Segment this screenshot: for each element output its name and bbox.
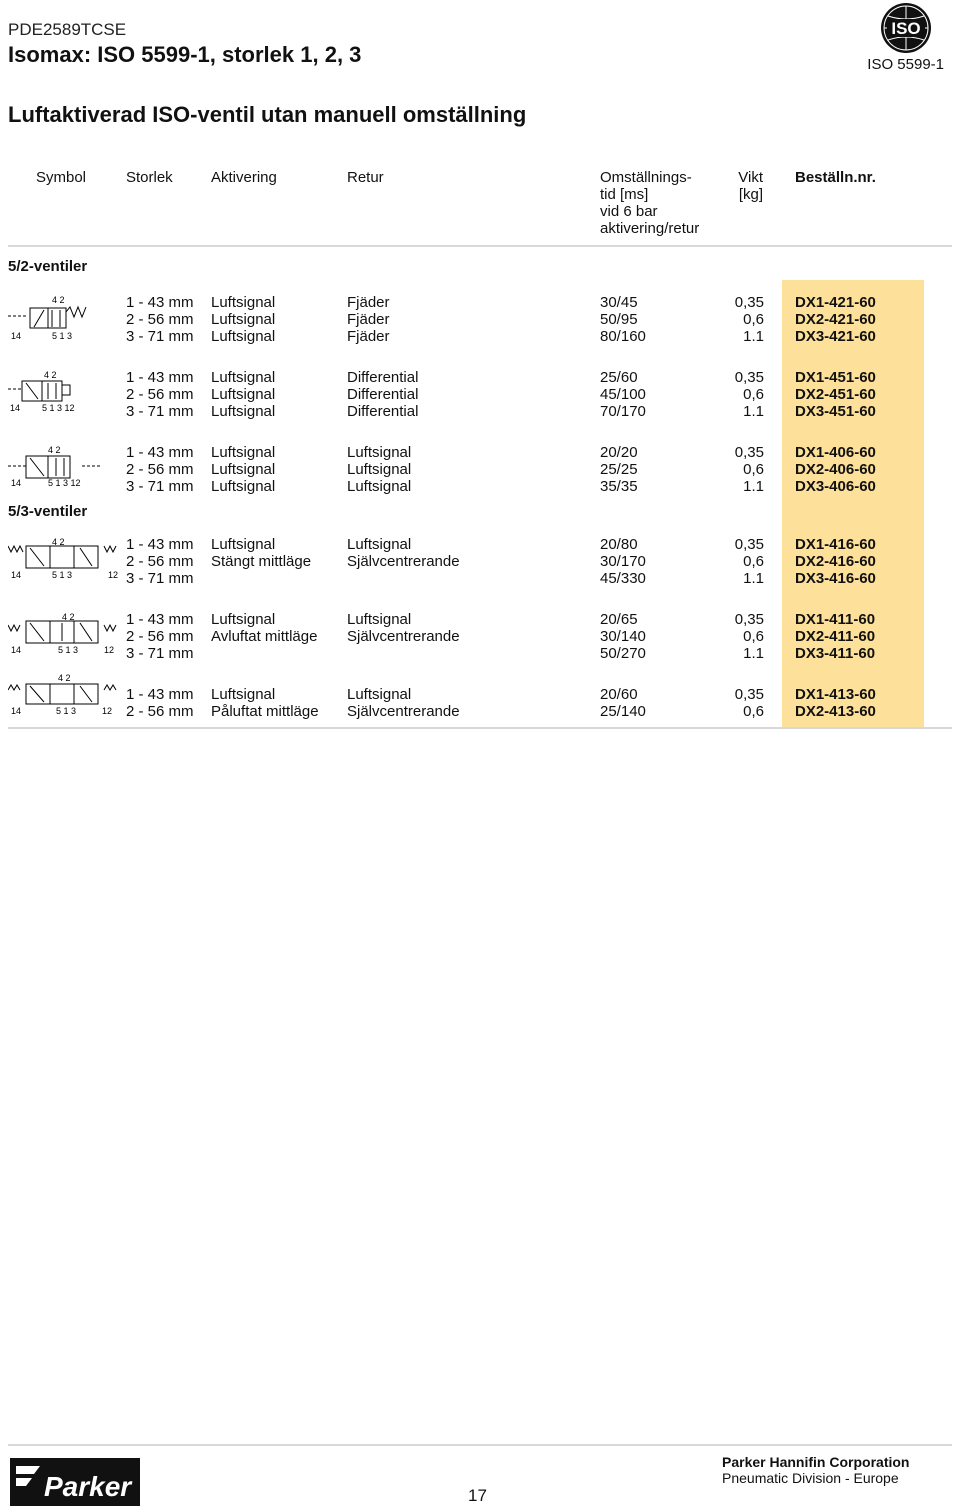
switch-time-cell: 25/25 xyxy=(600,461,638,478)
footer-divider xyxy=(8,1444,952,1446)
table-row xyxy=(0,328,960,345)
return-cell: Självcentrerande xyxy=(347,628,460,645)
group-label-5-2: 5/2-ventiler xyxy=(8,258,88,275)
activation-cell: Luftsignal xyxy=(211,611,276,628)
switch-time-cell: 45/330 xyxy=(600,570,646,587)
svg-text:5 1 3 12: 5 1 3 12 xyxy=(42,403,75,413)
table-row xyxy=(0,686,960,703)
svg-text:4 2: 4 2 xyxy=(48,445,61,455)
page-number: 17 xyxy=(468,1486,487,1505)
group-label-5-3: 5/3-ventiler xyxy=(8,503,88,520)
document-title: Isomax: ISO 5599-1, storlek 1, 2, 3 xyxy=(8,42,362,67)
svg-text:5 1 3: 5 1 3 xyxy=(52,570,73,580)
table-row xyxy=(0,369,960,386)
return-cell: Fjäder xyxy=(347,328,390,345)
table-row xyxy=(0,553,960,570)
svg-text:5 1 3: 5 1 3 xyxy=(52,331,73,341)
return-cell: Luftsignal xyxy=(347,444,412,461)
weight-cell: 0,6 xyxy=(743,311,764,328)
table-row xyxy=(0,645,960,662)
weight-cell: 0,35 xyxy=(734,686,764,703)
size-cell: 2 - 56 mm xyxy=(126,703,194,720)
table-row xyxy=(0,611,960,628)
table-row xyxy=(0,628,960,645)
return-cell: Luftsignal xyxy=(347,611,412,628)
activation-cell: Stängt mittläge xyxy=(211,553,312,570)
switch-time-cell: 50/95 xyxy=(600,311,638,328)
activation-cell: Avluftat mittläge xyxy=(211,628,318,645)
col-header-order-no: Beställn.nr. xyxy=(795,169,876,186)
switch-time-cell: 50/270 xyxy=(600,645,646,662)
col-header-symbol: Symbol xyxy=(36,169,87,186)
return-cell: Differential xyxy=(347,369,419,386)
activation-cell: Luftsignal xyxy=(211,444,276,461)
return-cell: Luftsignal xyxy=(347,686,412,703)
size-cell: 1 - 43 mm xyxy=(126,294,194,311)
switch-time-cell: 25/140 xyxy=(600,703,646,720)
svg-text:14: 14 xyxy=(10,403,21,413)
svg-text:5 1 3: 5 1 3 xyxy=(58,645,79,655)
order-number-cell: DX1-411-60 xyxy=(795,611,876,628)
table-row xyxy=(0,570,960,587)
return-cell: Självcentrerande xyxy=(347,703,460,720)
switch-time-cell: 45/100 xyxy=(600,386,646,403)
activation-cell: Luftsignal xyxy=(211,461,276,478)
return-cell: Luftsignal xyxy=(347,536,412,553)
svg-text:4 2: 4 2 xyxy=(62,612,75,622)
order-number-cell: DX3-421-60 xyxy=(795,328,876,345)
activation-cell: Luftsignal xyxy=(211,536,276,553)
switch-time-cell: 30/140 xyxy=(600,628,646,645)
standard-label: ISO 5599-1 xyxy=(867,56,944,73)
svg-text:12: 12 xyxy=(102,706,113,716)
return-cell: Luftsignal xyxy=(347,478,412,495)
svg-text:4 2: 4 2 xyxy=(58,673,71,683)
table-row xyxy=(0,444,960,461)
activation-cell: Luftsignal xyxy=(211,478,276,495)
table-row xyxy=(0,386,960,403)
activation-cell: Luftsignal xyxy=(211,403,276,420)
size-cell: 1 - 43 mm xyxy=(126,536,194,553)
table-row xyxy=(0,294,960,311)
activation-cell: Luftsignal xyxy=(211,328,276,345)
order-number-cell: DX1-406-60 xyxy=(795,444,876,461)
order-number-cell: DX3-406-60 xyxy=(795,478,876,495)
activation-cell: Luftsignal xyxy=(211,386,276,403)
weight-cell: 0,35 xyxy=(734,536,764,553)
size-cell: 1 - 43 mm xyxy=(126,369,194,386)
order-number-cell: DX3-411-60 xyxy=(795,645,876,662)
document-code: PDE2589TCSE xyxy=(8,20,127,39)
activation-cell: Luftsignal xyxy=(211,686,276,703)
weight-cell: 0,35 xyxy=(734,444,764,461)
return-cell: Differential xyxy=(347,403,419,420)
order-number-cell: DX3-451-60 xyxy=(795,403,876,420)
size-cell: 3 - 71 mm xyxy=(126,328,194,345)
order-number-cell: DX2-406-60 xyxy=(795,461,876,478)
order-number-cell: DX1-451-60 xyxy=(795,369,876,386)
company-name: Parker Hannifin Corporation xyxy=(722,1454,910,1470)
switch-time-cell: 20/80 xyxy=(600,536,638,553)
return-cell: Fjäder xyxy=(347,294,390,311)
table-row xyxy=(0,703,960,720)
order-number-cell: DX2-416-60 xyxy=(795,553,876,570)
table-row xyxy=(0,403,960,420)
weight-cell: 0,6 xyxy=(743,553,764,570)
svg-text:12: 12 xyxy=(104,645,115,655)
order-number-cell: DX2-411-60 xyxy=(795,628,876,645)
col-header-return: Retur xyxy=(347,169,384,186)
weight-cell: 0,35 xyxy=(734,294,764,311)
order-number-cell: DX1-421-60 xyxy=(795,294,876,311)
svg-text:5 1 3 12: 5 1 3 12 xyxy=(48,478,81,488)
activation-cell: Luftsignal xyxy=(211,294,276,311)
table-row xyxy=(0,536,960,553)
parker-logo-icon xyxy=(10,1458,140,1506)
order-number-cell: DX2-451-60 xyxy=(795,386,876,403)
order-number-cell: DX2-421-60 xyxy=(795,311,876,328)
return-cell: Fjäder xyxy=(347,311,390,328)
division-name: Pneumatic Division - Europe xyxy=(722,1470,899,1486)
col-header-activation: Aktivering xyxy=(211,169,277,186)
size-cell: 1 - 43 mm xyxy=(126,686,194,703)
order-number-cell: DX3-416-60 xyxy=(795,570,876,587)
weight-cell: 1.1 xyxy=(743,570,764,587)
order-number-cell: DX2-413-60 xyxy=(795,703,876,720)
size-cell: 2 - 56 mm xyxy=(126,311,194,328)
weight-cell: 0,6 xyxy=(743,461,764,478)
svg-text:ISO: ISO xyxy=(891,19,921,38)
weight-cell: 0,35 xyxy=(734,369,764,386)
switch-time-cell: 35/35 xyxy=(600,478,638,495)
weight-cell: 0,35 xyxy=(734,611,764,628)
table-row xyxy=(0,311,960,328)
svg-text:12: 12 xyxy=(108,570,119,580)
switch-time-cell: 70/170 xyxy=(600,403,646,420)
size-cell: 2 - 56 mm xyxy=(126,628,194,645)
svg-text:14: 14 xyxy=(11,706,22,716)
return-cell: Självcentrerande xyxy=(347,553,460,570)
weight-cell: 0,6 xyxy=(743,628,764,645)
table-row xyxy=(0,461,960,478)
size-cell: 1 - 43 mm xyxy=(126,444,194,461)
switch-time-cell: 20/20 xyxy=(600,444,638,461)
activation-cell: Luftsignal xyxy=(211,369,276,386)
svg-text:5 1 3: 5 1 3 xyxy=(56,706,77,716)
size-cell: 3 - 71 mm xyxy=(126,403,194,420)
size-cell: 1 - 43 mm xyxy=(126,611,194,628)
table-bottom-divider xyxy=(8,727,952,729)
switch-time-cell: 25/60 xyxy=(600,369,638,386)
svg-text:14: 14 xyxy=(11,331,22,341)
section-title: Luftaktiverad ISO-ventil utan manuell omställning xyxy=(8,102,527,127)
size-cell: 2 - 56 mm xyxy=(126,461,194,478)
activation-cell: Påluftat mittläge xyxy=(211,703,319,720)
switch-time-cell: 30/45 xyxy=(600,294,638,311)
col-header-switch-time: Omställnings- tid [ms] vid 6 bar aktivering/retur xyxy=(600,169,700,237)
weight-cell: 1.1 xyxy=(743,403,764,420)
weight-cell: 0,6 xyxy=(743,386,764,403)
activation-cell: Luftsignal xyxy=(211,311,276,328)
size-cell: 2 - 56 mm xyxy=(126,553,194,570)
switch-time-cell: 30/170 xyxy=(600,553,646,570)
switch-time-cell: 20/60 xyxy=(600,686,638,703)
svg-text:14: 14 xyxy=(11,478,22,488)
svg-text:4 2: 4 2 xyxy=(52,537,65,547)
svg-text:14: 14 xyxy=(11,645,22,655)
svg-text:14: 14 xyxy=(11,570,22,580)
switch-time-cell: 20/65 xyxy=(600,611,638,628)
size-cell: 3 - 71 mm xyxy=(126,645,194,662)
size-cell: 2 - 56 mm xyxy=(126,386,194,403)
return-cell: Luftsignal xyxy=(347,461,412,478)
weight-cell: 1.1 xyxy=(743,645,764,662)
svg-text:4 2: 4 2 xyxy=(44,370,57,380)
header-divider xyxy=(8,245,952,247)
size-cell: 3 - 71 mm xyxy=(126,570,194,587)
table-row xyxy=(0,478,960,495)
weight-cell: 1.1 xyxy=(743,478,764,495)
weight-cell: 0,6 xyxy=(743,703,764,720)
svg-text:Parker: Parker xyxy=(44,1471,132,1502)
weight-cell: 1.1 xyxy=(743,328,764,345)
iso-logo-icon xyxy=(880,2,932,54)
switch-time-cell: 80/160 xyxy=(600,328,646,345)
col-header-weight: Vikt [kg] xyxy=(738,169,763,203)
return-cell: Differential xyxy=(347,386,419,403)
svg-text:4 2: 4 2 xyxy=(52,295,65,305)
order-number-cell: DX1-416-60 xyxy=(795,536,876,553)
col-header-size: Storlek xyxy=(126,169,173,186)
size-cell: 3 - 71 mm xyxy=(126,478,194,495)
order-number-cell: DX1-413-60 xyxy=(795,686,876,703)
